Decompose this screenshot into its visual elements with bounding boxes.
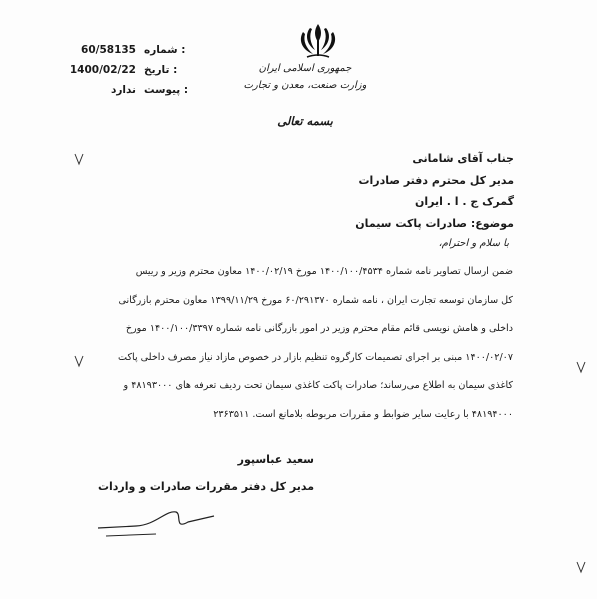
margin-hole-mark-icon (576, 560, 586, 574)
handwritten-signature-icon (96, 500, 216, 540)
body-line: ۴۸۱۹۴۰۰۰ با رعایت سایر ضوابط و مقررات مربوطه بلامانع است. ۲۳۶۳۵۱۱ (213, 408, 513, 420)
recipient-title: مدیر کل محترم دفتر صادرات (358, 173, 514, 187)
margin-hole-mark-icon (74, 152, 84, 166)
signatory-name: سعید عباسپور (237, 453, 314, 466)
body-line: کاغذی سیمان به اطلاع می‌رساند؛ صادرات پاکت کاغذی سیمان تحت ردیف تعرفه های ۴۸۱۹۳۰۰۰ و (123, 380, 513, 391)
letter-meta (62, 40, 188, 100)
margin-hole-mark-icon (74, 354, 84, 368)
signature-block (98, 446, 314, 500)
greeting: با سلام و احترام، (438, 238, 509, 249)
letterhead-republic: جمهوری اسلامی ایران (258, 63, 352, 74)
letter-attachment-value: ندارد (110, 84, 136, 96)
letter-attachment-label: پیوست : (144, 84, 189, 96)
letterhead (240, 60, 370, 94)
letterhead-ministry: وزارت صنعت، معدن و تجارت (243, 80, 367, 91)
recipient-organization: گمرک ج . ا . ایران (415, 195, 514, 208)
body-line: کل سازمان توسعه تجارت ایران ، نامه شماره ۶۰/۲۹۱۳۷۰ مورخ ۱۳۹۹/۱۱/۲۹ معاون محترم بازرگانی (118, 294, 513, 306)
letter-number-label: شماره : (144, 44, 186, 56)
letter-subject: موضوع: صادرات پاکت سیمان (355, 216, 514, 230)
signatory-title: مدیر کل دفتر مقررات صادرات و واردات (97, 480, 314, 493)
margin-hole-mark-icon (576, 360, 586, 374)
recipient-name: جناب آقای شامانی (412, 152, 514, 165)
letter-attachment-row (62, 80, 188, 100)
body-line: داخلی و هامش نویسی قائم مقام محترم وزیر در امور بازرگانی نامه شماره ۱۴۰۰/۱۰۰/۳۳۹۷ مورخ (125, 323, 513, 334)
besmeh-heading: بسمه تعالی (277, 114, 333, 128)
letter-number-row (62, 40, 188, 60)
letter-date-label: تاریخ : (144, 64, 178, 76)
body-line: ۱۴۰۰/۰۲/۰۷ مبنی بر اجرای تصمیمات کارگروه تنظیم بازار در خصوص مازاد نیاز مصرف داخلی پاکت (118, 351, 513, 363)
letter-date-value: 1400/02/22 (69, 64, 136, 76)
letter-date-row (62, 60, 188, 80)
recipient-block (355, 148, 514, 234)
letter-number-value: 60/58135 (81, 44, 136, 56)
body-line: ضمن ارسال تصاویر نامه شماره ۱۴۰۰/۱۰۰/۴۵۳۴ مورخ ۱۴۰۰/۰۲/۱۹ معاون محترم وزیر و رییس (135, 266, 513, 277)
letter-body (88, 258, 513, 429)
iran-emblem-icon (293, 22, 343, 60)
